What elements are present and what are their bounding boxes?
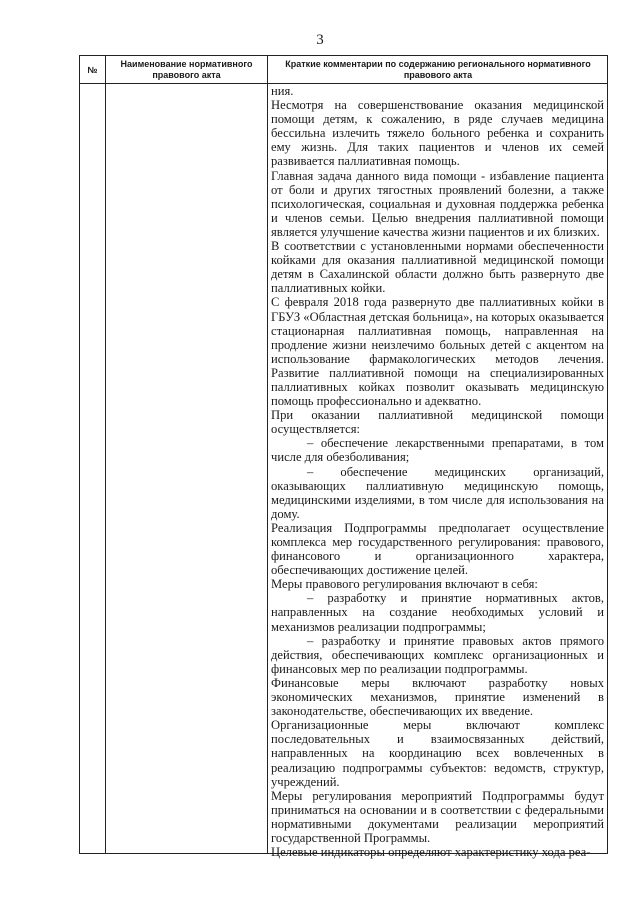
header-act-name: Наименование нормативного правового акта: [120, 59, 253, 80]
page-number: 3: [316, 32, 324, 48]
paragraph: Несмотря на совершенствование оказания медицинской помощи детям, к сожалению, в ряде случаев медицина бессильна излечить тяжело больного ребенка и сохранить ему жизнь. Для таких пациентов и членов их семей развивается паллиативная помощь.: [271, 98, 604, 169]
list-item: – обеспечение лекарственными препаратами, в том числе для обезболивания;: [271, 436, 604, 465]
regulatory-acts-table: [79, 55, 608, 860]
paragraph: Главная задача данного вида помощи - избавление пациента от боли и других тягостных проявлений болезни, а также психологическая, социальная и духовная поддержка ребенка и членов семьи. Целью внедрения паллиативной помощи является улучшение качества жизни пациентов и их близких.: [271, 168, 604, 239]
paragraph: Меры регулирования мероприятий Подпрограммы будут приниматься на основании и в соответствии с федеральными нормативными документами реализации мероприятий государственной Программы.: [271, 788, 604, 845]
comments-cell: [271, 84, 604, 859]
list-item: – обеспечение медицинских организаций, оказывающих паллиативную медицинскую помощь, медицинскими изделиями, в том числе для использования на дому.: [271, 464, 604, 521]
column-divider: [105, 56, 106, 853]
paragraph: Финансовые меры включают разработку новых экономических механизмов, принятие изменений в законодательстве, обеспечивающих их введение.: [271, 675, 604, 719]
list-item: – разработку и принятие правовых актов прямого действия, обеспечивающих комплекс организационных и финансовых мер по реализации подпрограммы.: [271, 633, 604, 676]
header-number: №: [87, 64, 98, 75]
paragraph: Меры правового регулирования включают в себя:: [271, 577, 538, 592]
paragraph: При оказании паллиативной медицинской помощи осуществляется:: [271, 408, 604, 437]
header-comments: Краткие комментарии по содержанию регионального нормативного правового акта: [285, 59, 591, 80]
paragraph: ния.: [271, 84, 294, 98]
paragraph: Реализация Подпрограммы предполагает осуществление комплекса мер государственного регулирования: правового, финансового и организационного характера, обеспечивающих достижение целей.: [271, 520, 604, 578]
paragraph: Целевые индикаторы определяют характеристику хода реа-: [271, 845, 591, 860]
list-item: – разработку и принятие нормативных актов, направленных на создание необходимых условий и механизмов реализации подпрограммы;: [271, 591, 604, 634]
paragraph: В соответствии с установленными нормами обеспеченности койками для оказания паллиативной медицинской помощи детям в Сахалинской области должно быть развернуто две паллиативных койки.: [271, 239, 604, 296]
paragraph: С февраля 2018 года развернуто две паллиативных койки в ГБУЗ «Областная детская больница», на которых оказывается стационарная паллиативная помощь, направленная на продление жизни неизлечимо больных детей с акцентом на использование фармакологических методов лечения. Развитие паллиативной помощи на специализированных паллиативных койках позволит оказывать медицинскую помощь профессионально и адекватно.: [271, 295, 604, 409]
column-divider: [267, 56, 268, 853]
paragraph: Организационные меры включают комплекс последовательных и взаимосвязанных действий, направленных на координацию всех вовлеченных в реализацию подпрограммы субъектов: ведомств, структур, учреждений.: [271, 718, 604, 789]
